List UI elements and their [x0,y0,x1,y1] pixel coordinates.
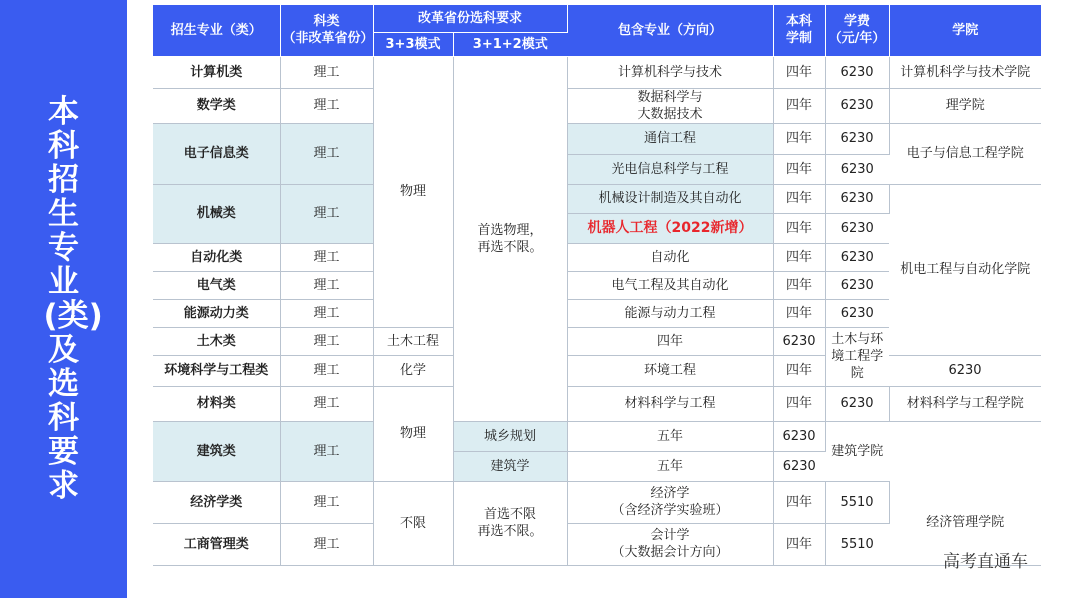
college-cell: 机电工程与自动化学院 [889,184,1041,355]
category-cell: 计算机类 [153,56,280,88]
header-reform-req: 改革省份选科要求 [373,5,567,32]
sidebar-title: 本科招生专业(类)及选科要求 [43,94,103,504]
subject-type-cell: 理工 [280,327,373,355]
college-cell: 理学院 [889,88,1041,123]
subject-type-cell: 理工 [280,88,373,123]
category-cell: 材料类 [153,386,280,421]
fee-cell: 6230 [773,451,825,481]
header-category: 招生专业（类） [153,5,280,56]
major-cell: 机械设计制造及其自动化 [567,184,773,213]
header-row [153,5,1041,32]
major-cell: 环境工程 [567,355,773,386]
req33-cell: 物理 [373,56,453,327]
duration-cell: 四年 [773,213,825,243]
subject-type-cell: 理工 [280,299,373,327]
header-college: 学院 [889,5,1041,56]
subject-type-cell: 理工 [280,243,373,271]
major-cell: 光电信息科学与工程 [567,154,773,184]
subject-type-cell: 理工 [280,355,373,386]
major-cell: 材料科学与工程 [567,386,773,421]
sidebar-banner [0,0,127,598]
table-row [153,56,1041,88]
table-row [153,355,1041,386]
category-cell: 自动化类 [153,243,280,271]
fee-cell: 6230 [825,184,889,213]
category-cell: 土木类 [153,327,280,355]
major-cell: 城乡规划 [453,421,567,451]
major-cell-new: 机器人工程（2022新增） [567,213,773,243]
table-row [153,88,1041,123]
duration-cell: 四年 [773,355,825,386]
fee-cell: 6230 [825,386,889,421]
header-mode-312: 3+1+2模式 [453,32,567,56]
college-cell: 计算机科学与技术学院 [889,56,1041,88]
major-cell: 会计学 （大数据会计方向） [567,523,773,565]
college-cell: 电子与信息工程学院 [889,123,1041,184]
duration-cell: 四年 [773,56,825,88]
duration-cell: 四年 [773,271,825,299]
header-mode-33: 3+3模式 [373,32,453,56]
duration-cell: 四年 [773,123,825,154]
header-duration: 本科 学制 [773,5,825,56]
category-cell: 机械类 [153,184,280,243]
table-row [153,123,1041,154]
fee-cell: 6230 [825,243,889,271]
req312-cell: 首选物理， 再选不限。 [453,56,567,421]
category-cell: 工商管理类 [153,523,280,565]
duration-cell: 四年 [773,184,825,213]
subject-type-cell: 理工 [280,271,373,299]
duration-cell: 四年 [773,243,825,271]
req312-cell: 首选不限 再选不限。 [453,481,567,565]
duration-cell: 四年 [567,327,773,355]
major-cell: 计算机科学与技术 [567,56,773,88]
subject-type-cell: 理工 [280,481,373,523]
table-row [153,184,1041,213]
college-cell: 经济管理学院 [889,481,1041,565]
admissions-table [153,5,1041,566]
college-cell: 土木与环境工程学院 [825,327,889,386]
table-row [153,481,1041,523]
major-cell: 经济学 （含经济学实验班） [567,481,773,523]
header-subject-type: 科类 （非改革省份） [280,5,373,56]
category-cell: 能源动力类 [153,299,280,327]
fee-cell: 6230 [825,123,889,154]
fee-cell: 6230 [825,154,889,184]
duration-cell: 四年 [773,88,825,123]
major-cell: 通信工程 [567,123,773,154]
category-cell: 环境科学与工程类 [153,355,280,386]
major-cell: 土木工程 [373,327,453,355]
subject-type-cell: 理工 [280,386,373,421]
category-cell: 电子信息类 [153,123,280,184]
subject-type-cell: 理工 [280,123,373,184]
subject-type-cell: 理工 [280,56,373,88]
fee-cell: 6230 [773,327,825,355]
duration-cell: 四年 [773,481,825,523]
fee-cell: 6230 [825,271,889,299]
duration-cell: 四年 [773,523,825,565]
college-cell: 建筑学院 [825,421,889,481]
subject-type-cell: 理工 [280,523,373,565]
category-cell: 建筑类 [153,421,280,481]
college-cell: 材料科学与工程学院 [889,386,1041,421]
req33-cell: 不限 [373,481,453,565]
fee-cell: 6230 [825,213,889,243]
table-row [153,421,1041,451]
fee-cell: 6230 [889,355,1041,386]
subject-type-cell: 理工 [280,184,373,243]
fee-cell: 6230 [825,299,889,327]
category-cell: 数学类 [153,88,280,123]
major-cell: 数据科学与 大数据技术 [567,88,773,123]
major-cell: 能源与动力工程 [567,299,773,327]
fee-cell: 6230 [825,56,889,88]
watermark: 高考直通车 [943,552,1028,572]
duration-cell: 五年 [567,451,773,481]
fee-cell: 6230 [825,88,889,123]
table-row [153,386,1041,421]
duration-cell: 四年 [773,299,825,327]
req33-cell: 物理 [373,386,453,481]
fee-cell: 5510 [825,481,889,523]
header-majors: 包含专业（方向） [567,5,773,56]
major-cell: 自动化 [567,243,773,271]
category-cell: 经济学类 [153,481,280,523]
duration-cell: 五年 [567,421,773,451]
header-fee: 学费 （元/年） [825,5,889,56]
major-cell: 电气工程及其自动化 [567,271,773,299]
req33-cell: 化学 [373,355,453,386]
duration-cell: 四年 [773,154,825,184]
fee-cell: 6230 [773,421,825,451]
major-cell: 建筑学 [453,451,567,481]
admissions-table-container [153,5,1041,566]
duration-cell: 四年 [773,386,825,421]
fee-cell: 5510 [825,523,889,565]
category-cell: 电气类 [153,271,280,299]
subject-type-cell: 理工 [280,421,373,481]
